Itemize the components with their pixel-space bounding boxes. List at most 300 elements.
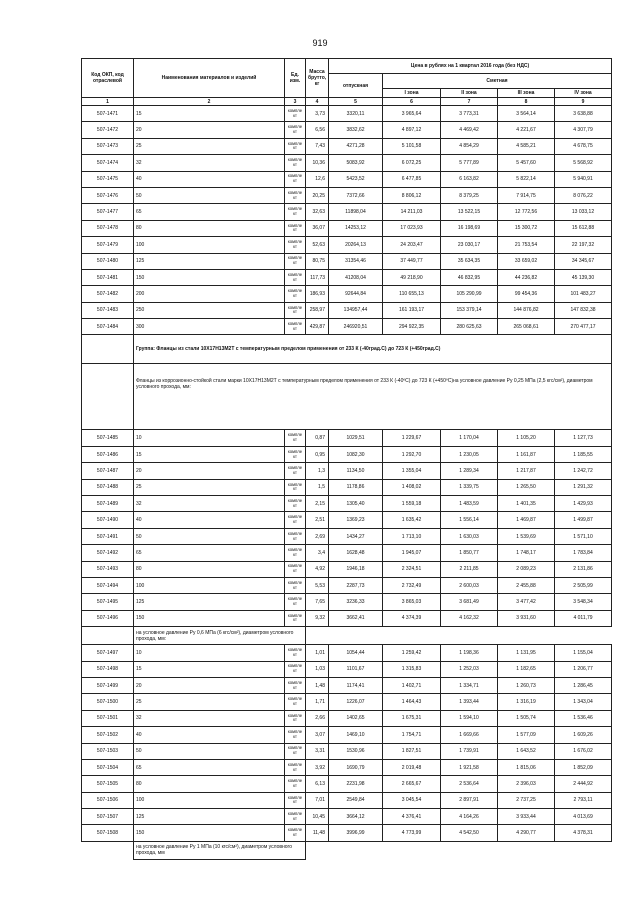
item-zone-4-price: 2 131,86 [555, 561, 612, 577]
item-code: 507-1501 [82, 710, 134, 726]
item-zone-1-price: 14 211,03 [383, 204, 441, 220]
item-unit: компле кт [285, 577, 306, 593]
item-zone-2-price: 2 211,85 [441, 561, 498, 577]
item-zone-4-price: 1 206,77 [555, 661, 612, 677]
item-zone-1-price: 1 754,71 [383, 727, 441, 743]
item-zone-4-price: 4 678,75 [555, 138, 612, 154]
group-desc-code-cell [82, 364, 134, 430]
item-zone-1-price: 4 376,41 [383, 809, 441, 825]
table-row [82, 446, 612, 462]
table-row [82, 743, 612, 759]
item-zone-3-price: 4 221,67 [498, 122, 555, 138]
item-zone-2-price: 1 921,58 [441, 759, 498, 775]
header-zone-2: II зона [441, 89, 498, 98]
table-row [82, 171, 612, 187]
item-zone-4-price: 1 783,84 [555, 545, 612, 561]
item-unit: компле кт [285, 138, 306, 154]
item-name: 80 [134, 776, 285, 792]
item-zone-2-price: 153 379,14 [441, 302, 498, 318]
item-mass: 1,71 [306, 694, 329, 710]
item-release-price: 1226,07 [329, 694, 383, 710]
item-zone-3-price: 1 182,65 [498, 661, 555, 677]
item-zone-4-price: 4 011,79 [555, 610, 612, 626]
price-table [81, 58, 612, 860]
item-zone-1-price: 1 355,04 [383, 463, 441, 479]
col-number: 5 [329, 98, 383, 106]
item-zone-4-price: 8 076,22 [555, 187, 612, 203]
item-mass: 10,45 [306, 809, 329, 825]
item-zone-2-price: 23 030,17 [441, 237, 498, 253]
item-zone-2-price: 1 170,04 [441, 430, 498, 446]
item-zone-4-price: 1 499,87 [555, 512, 612, 528]
item-zone-1-price: 1 402,71 [383, 677, 441, 693]
item-zone-1-price: 1 713,10 [383, 528, 441, 544]
item-zone-2-price: 4 854,29 [441, 138, 498, 154]
item-zone-2-price: 1 198,36 [441, 645, 498, 661]
item-release-price: 134957,44 [329, 302, 383, 318]
item-code: 507-1486 [82, 446, 134, 462]
item-zone-1-price: 3 045,54 [383, 792, 441, 808]
item-zone-3-price: 1 217,87 [498, 463, 555, 479]
table-row [82, 561, 612, 577]
item-unit: компле кт [285, 809, 306, 825]
item-mass: 80,75 [306, 253, 329, 269]
item-mass: 2,69 [306, 528, 329, 544]
table-row [82, 759, 612, 775]
item-zone-3-price: 1 401,35 [498, 496, 555, 512]
item-name: 50 [134, 743, 285, 759]
item-release-price: 1402,65 [329, 710, 383, 726]
item-mass: 6,13 [306, 776, 329, 792]
item-name: 100 [134, 237, 285, 253]
item-release-price: 1054,44 [329, 645, 383, 661]
table-row [82, 187, 612, 203]
item-name: 80 [134, 220, 285, 236]
item-mass: 3,4 [306, 545, 329, 561]
item-release-price: 1134,50 [329, 463, 383, 479]
item-zone-2-price: 1 339,75 [441, 479, 498, 495]
item-mass: 12,6 [306, 171, 329, 187]
item-release-price: 2287,73 [329, 577, 383, 593]
table-row [82, 809, 612, 825]
item-unit: компле кт [285, 479, 306, 495]
table-row [82, 825, 612, 841]
item-release-price: 1082,30 [329, 446, 383, 462]
table-body-section-c [82, 645, 612, 842]
item-unit: компле кт [285, 792, 306, 808]
item-release-price: 3832,62 [329, 122, 383, 138]
item-mass: 186,93 [306, 286, 329, 302]
col-number: 6 [383, 98, 441, 106]
item-zone-2-price: 4 542,50 [441, 825, 498, 841]
item-zone-2-price: 3 773,31 [441, 106, 498, 122]
item-zone-2-price: 1 393,44 [441, 694, 498, 710]
col-number: 7 [441, 98, 498, 106]
item-zone-1-price: 4 374,39 [383, 610, 441, 626]
item-zone-2-price: 2 536,64 [441, 776, 498, 792]
item-unit: компле кт [285, 727, 306, 743]
item-zone-1-price: 2 324,51 [383, 561, 441, 577]
item-zone-1-price: 1 315,83 [383, 661, 441, 677]
col-number: 3 [285, 98, 306, 106]
sub-header-1-section [82, 627, 612, 645]
item-zone-3-price: 1 469,87 [498, 512, 555, 528]
item-unit: компле кт [285, 759, 306, 775]
item-zone-2-price: 1 669,66 [441, 727, 498, 743]
item-code: 507-1506 [82, 792, 134, 808]
item-zone-1-price: 2 019,48 [383, 759, 441, 775]
item-unit: компле кт [285, 302, 306, 318]
item-mass: 2,66 [306, 710, 329, 726]
page-number: 919 [312, 38, 328, 48]
table-row [82, 661, 612, 677]
item-zone-4-price: 1 185,55 [555, 446, 612, 462]
item-release-price: 7372,66 [329, 187, 383, 203]
item-mass: 36,07 [306, 220, 329, 236]
item-zone-1-price: 110 655,13 [383, 286, 441, 302]
item-zone-2-price: 1 739,91 [441, 743, 498, 759]
item-unit: компле кт [285, 528, 306, 544]
item-zone-3-price: 1 105,20 [498, 430, 555, 446]
table-row [82, 204, 612, 220]
item-zone-2-price: 13 522,15 [441, 204, 498, 220]
item-zone-2-price: 4 469,42 [441, 122, 498, 138]
item-zone-2-price: 2 600,03 [441, 577, 498, 593]
item-zone-1-price: 1 827,51 [383, 743, 441, 759]
item-code: 507-1491 [82, 528, 134, 544]
item-name: 125 [134, 594, 285, 610]
item-code: 507-1471 [82, 106, 134, 122]
group-header-section [82, 335, 612, 430]
item-zone-3-price: 2 737,25 [498, 792, 555, 808]
header-zone-4: IV зона [555, 89, 612, 98]
item-zone-3-price: 4 290,77 [498, 825, 555, 841]
col-number: 1 [82, 98, 134, 106]
header-estimate: Сметная [383, 74, 612, 89]
item-zone-3-price: 1 539,69 [498, 528, 555, 544]
item-zone-4-price: 1 536,46 [555, 710, 612, 726]
table-row [82, 155, 612, 171]
item-zone-3-price: 44 236,82 [498, 269, 555, 285]
item-unit: компле кт [285, 204, 306, 220]
item-release-price: 14253,12 [329, 220, 383, 236]
item-name: 250 [134, 302, 285, 318]
item-zone-1-price: 4 897,12 [383, 122, 441, 138]
item-release-price: 246920,51 [329, 319, 383, 335]
group-description: Фланцы из коррозионно-стойкой стали марки 10Х17Н13М2Т с температурным пределом применения от 233 К (-40ºС) до 723 К (+450ºС)на условное давление Ру 0,25 МПа (2,5 кгс/см²), диаметром условного прохода, мм: [134, 364, 612, 430]
item-name: 40 [134, 727, 285, 743]
item-zone-2-price: 16 198,69 [441, 220, 498, 236]
item-zone-4-price: 3 548,34 [555, 594, 612, 610]
item-code: 507-1479 [82, 237, 134, 253]
item-code: 507-1494 [82, 577, 134, 593]
item-unit: компле кт [285, 237, 306, 253]
item-code: 507-1475 [82, 171, 134, 187]
item-zone-1-price: 1 229,67 [383, 430, 441, 446]
item-name: 25 [134, 138, 285, 154]
item-name: 65 [134, 204, 285, 220]
sub-header-2-section [82, 841, 612, 859]
item-mass: 52,63 [306, 237, 329, 253]
item-zone-1-price: 1 635,42 [383, 512, 441, 528]
item-zone-3-price: 15 300,72 [498, 220, 555, 236]
item-unit: компле кт [285, 661, 306, 677]
item-zone-2-price: 1 289,34 [441, 463, 498, 479]
item-unit: компле кт [285, 187, 306, 203]
item-mass: 7,65 [306, 594, 329, 610]
item-name: 32 [134, 710, 285, 726]
item-release-price: 3996,99 [329, 825, 383, 841]
item-zone-1-price: 6 072,25 [383, 155, 441, 171]
item-zone-3-price: 1 131,95 [498, 645, 555, 661]
item-mass: 258,97 [306, 302, 329, 318]
item-mass: 1,48 [306, 677, 329, 693]
item-name: 50 [134, 528, 285, 544]
item-code: 507-1480 [82, 253, 134, 269]
item-release-price: 1434,27 [329, 528, 383, 544]
item-unit: компле кт [285, 677, 306, 693]
item-zone-4-price: 2 793,11 [555, 792, 612, 808]
table-row [82, 253, 612, 269]
item-release-price: 1101,67 [329, 661, 383, 677]
item-zone-3-price: 4 585,21 [498, 138, 555, 154]
item-mass: 7,01 [306, 792, 329, 808]
item-zone-2-price: 2 897,91 [441, 792, 498, 808]
item-zone-3-price: 265 068,61 [498, 319, 555, 335]
item-release-price: 1174,41 [329, 677, 383, 693]
item-unit: компле кт [285, 319, 306, 335]
item-release-price: 4271,28 [329, 138, 383, 154]
item-name: 32 [134, 496, 285, 512]
item-zone-2-price: 6 163,82 [441, 171, 498, 187]
item-zone-3-price: 12 772,56 [498, 204, 555, 220]
table-row [82, 286, 612, 302]
item-zone-3-price: 3 933,44 [498, 809, 555, 825]
item-code: 507-1476 [82, 187, 134, 203]
table-row [82, 122, 612, 138]
item-zone-3-price: 1 748,17 [498, 545, 555, 561]
item-name: 15 [134, 106, 285, 122]
item-unit: компле кт [285, 155, 306, 171]
item-zone-1-price: 2 732,49 [383, 577, 441, 593]
item-name: 125 [134, 809, 285, 825]
item-code: 507-1500 [82, 694, 134, 710]
table-row [82, 463, 612, 479]
item-zone-2-price: 1 230,05 [441, 446, 498, 462]
item-name: 20 [134, 677, 285, 693]
sub-desc-2-code-cell [82, 841, 134, 859]
table-row [82, 710, 612, 726]
item-name: 300 [134, 319, 285, 335]
item-zone-4-price: 1 609,26 [555, 727, 612, 743]
item-code: 507-1487 [82, 463, 134, 479]
item-release-price: 2231,98 [329, 776, 383, 792]
item-code: 507-1483 [82, 302, 134, 318]
item-mass: 1,01 [306, 645, 329, 661]
item-release-price: 1530,96 [329, 743, 383, 759]
item-code: 507-1502 [82, 727, 134, 743]
table-row [82, 430, 612, 446]
item-mass: 11,48 [306, 825, 329, 841]
item-zone-1-price: 1 945,07 [383, 545, 441, 561]
item-release-price: 1946,18 [329, 561, 383, 577]
item-mass: 1,3 [306, 463, 329, 479]
item-zone-3-price: 21 753,54 [498, 237, 555, 253]
item-zone-3-price: 5 457,60 [498, 155, 555, 171]
item-zone-4-price: 1 286,45 [555, 677, 612, 693]
item-zone-2-price: 35 634,35 [441, 253, 498, 269]
item-zone-1-price: 24 203,47 [383, 237, 441, 253]
item-code: 507-1493 [82, 561, 134, 577]
item-code: 507-1498 [82, 661, 134, 677]
item-zone-2-price: 5 777,89 [441, 155, 498, 171]
item-name: 10 [134, 645, 285, 661]
item-unit: компле кт [285, 512, 306, 528]
item-mass: 2,51 [306, 512, 329, 528]
item-code: 507-1499 [82, 677, 134, 693]
item-zone-4-price: 1 343,04 [555, 694, 612, 710]
sub-desc-2-empty [306, 841, 612, 859]
item-mass: 7,43 [306, 138, 329, 154]
item-zone-1-price: 5 101,58 [383, 138, 441, 154]
item-zone-3-price: 33 659,02 [498, 253, 555, 269]
item-mass: 3,31 [306, 743, 329, 759]
item-release-price: 1305,40 [329, 496, 383, 512]
item-code: 507-1496 [82, 610, 134, 626]
item-code: 507-1474 [82, 155, 134, 171]
item-zone-1-price: 6 477,85 [383, 171, 441, 187]
item-code: 507-1473 [82, 138, 134, 154]
item-zone-1-price: 17 023,93 [383, 220, 441, 236]
item-mass: 3,73 [306, 106, 329, 122]
item-zone-4-price: 2 505,99 [555, 577, 612, 593]
item-zone-1-price: 3 865,03 [383, 594, 441, 610]
table-row [82, 319, 612, 335]
item-zone-4-price: 1 852,09 [555, 759, 612, 775]
group-code-cell [82, 335, 134, 364]
item-zone-1-price: 1 559,18 [383, 496, 441, 512]
item-zone-1-price: 1 292,70 [383, 446, 441, 462]
header-zone-1: I зона [383, 89, 441, 98]
sub-desc-1-code-cell [82, 627, 134, 645]
item-unit: компле кт [285, 446, 306, 462]
item-zone-3-price: 1 260,73 [498, 677, 555, 693]
item-zone-1-price: 1 408,02 [383, 479, 441, 495]
item-zone-3-price: 2 396,03 [498, 776, 555, 792]
item-zone-3-price: 2 089,23 [498, 561, 555, 577]
table-row [82, 610, 612, 626]
item-release-price: 41208,04 [329, 269, 383, 285]
item-release-price: 31354,46 [329, 253, 383, 269]
item-zone-4-price: 1 127,73 [555, 430, 612, 446]
col-number: 2 [134, 98, 285, 106]
table-row [82, 269, 612, 285]
item-zone-2-price: 4 162,32 [441, 610, 498, 626]
item-release-price: 5083,92 [329, 155, 383, 171]
item-zone-1-price: 4 773,99 [383, 825, 441, 841]
item-zone-3-price: 1 161,87 [498, 446, 555, 462]
table-row [82, 577, 612, 593]
item-unit: компле кт [285, 645, 306, 661]
item-unit: компле кт [285, 610, 306, 626]
item-name: 80 [134, 561, 285, 577]
item-zone-3-price: 1 265,50 [498, 479, 555, 495]
item-zone-4-price: 5 568,92 [555, 155, 612, 171]
item-mass: 9,32 [306, 610, 329, 626]
item-zone-1-price: 37 449,77 [383, 253, 441, 269]
item-release-price: 11898,04 [329, 204, 383, 220]
item-name: 15 [134, 661, 285, 677]
item-release-price: 1178,86 [329, 479, 383, 495]
item-code: 507-1490 [82, 512, 134, 528]
item-zone-3-price: 1 316,19 [498, 694, 555, 710]
item-zone-1-price: 49 218,90 [383, 269, 441, 285]
table-row [82, 776, 612, 792]
item-name: 40 [134, 512, 285, 528]
item-mass: 32,63 [306, 204, 329, 220]
item-zone-2-price: 1 594,10 [441, 710, 498, 726]
item-zone-2-price: 1 334,71 [441, 677, 498, 693]
item-code: 507-1503 [82, 743, 134, 759]
item-code: 507-1481 [82, 269, 134, 285]
table-row [82, 220, 612, 236]
item-mass: 10,36 [306, 155, 329, 171]
item-zone-4-price: 1 571,10 [555, 528, 612, 544]
header-price-title: Цена в рублях на 1 квартал 2016 года (без НДС) [329, 59, 612, 74]
item-mass: 0,95 [306, 446, 329, 462]
item-zone-2-price: 1 483,59 [441, 496, 498, 512]
item-zone-1-price: 1 464,43 [383, 694, 441, 710]
item-release-price: 20264,13 [329, 237, 383, 253]
item-release-price: 1029,51 [329, 430, 383, 446]
item-unit: компле кт [285, 286, 306, 302]
table-row [82, 479, 612, 495]
item-name: 150 [134, 825, 285, 841]
item-code: 507-1505 [82, 776, 134, 792]
table-row [82, 496, 612, 512]
item-code: 507-1492 [82, 545, 134, 561]
item-unit: компле кт [285, 171, 306, 187]
item-release-price: 92644,84 [329, 286, 383, 302]
item-release-price: 3664,12 [329, 809, 383, 825]
item-zone-4-price: 3 638,88 [555, 106, 612, 122]
item-mass: 117,73 [306, 269, 329, 285]
item-zone-3-price: 3 564,14 [498, 106, 555, 122]
item-zone-2-price: 1 630,03 [441, 528, 498, 544]
item-zone-4-price: 4 013,69 [555, 809, 612, 825]
item-zone-4-price: 1 291,32 [555, 479, 612, 495]
table-body-section-a [82, 106, 612, 335]
item-code: 507-1488 [82, 479, 134, 495]
item-zone-3-price: 99 454,36 [498, 286, 555, 302]
item-zone-3-price: 3 477,42 [498, 594, 555, 610]
item-zone-2-price: 280 625,63 [441, 319, 498, 335]
item-zone-4-price: 1 429,93 [555, 496, 612, 512]
item-name: 200 [134, 286, 285, 302]
table-row [82, 727, 612, 743]
item-mass: 3,92 [306, 759, 329, 775]
item-zone-3-price: 1 815,06 [498, 759, 555, 775]
item-unit: компле кт [285, 106, 306, 122]
item-zone-2-price: 4 164,26 [441, 809, 498, 825]
item-unit: компле кт [285, 545, 306, 561]
item-zone-4-price: 147 832,38 [555, 302, 612, 318]
item-zone-4-price: 1 242,72 [555, 463, 612, 479]
item-zone-3-price: 5 822,14 [498, 171, 555, 187]
item-release-price: 1690,79 [329, 759, 383, 775]
item-unit: компле кт [285, 496, 306, 512]
header-name: Наименования материалов и изделий [134, 59, 285, 98]
